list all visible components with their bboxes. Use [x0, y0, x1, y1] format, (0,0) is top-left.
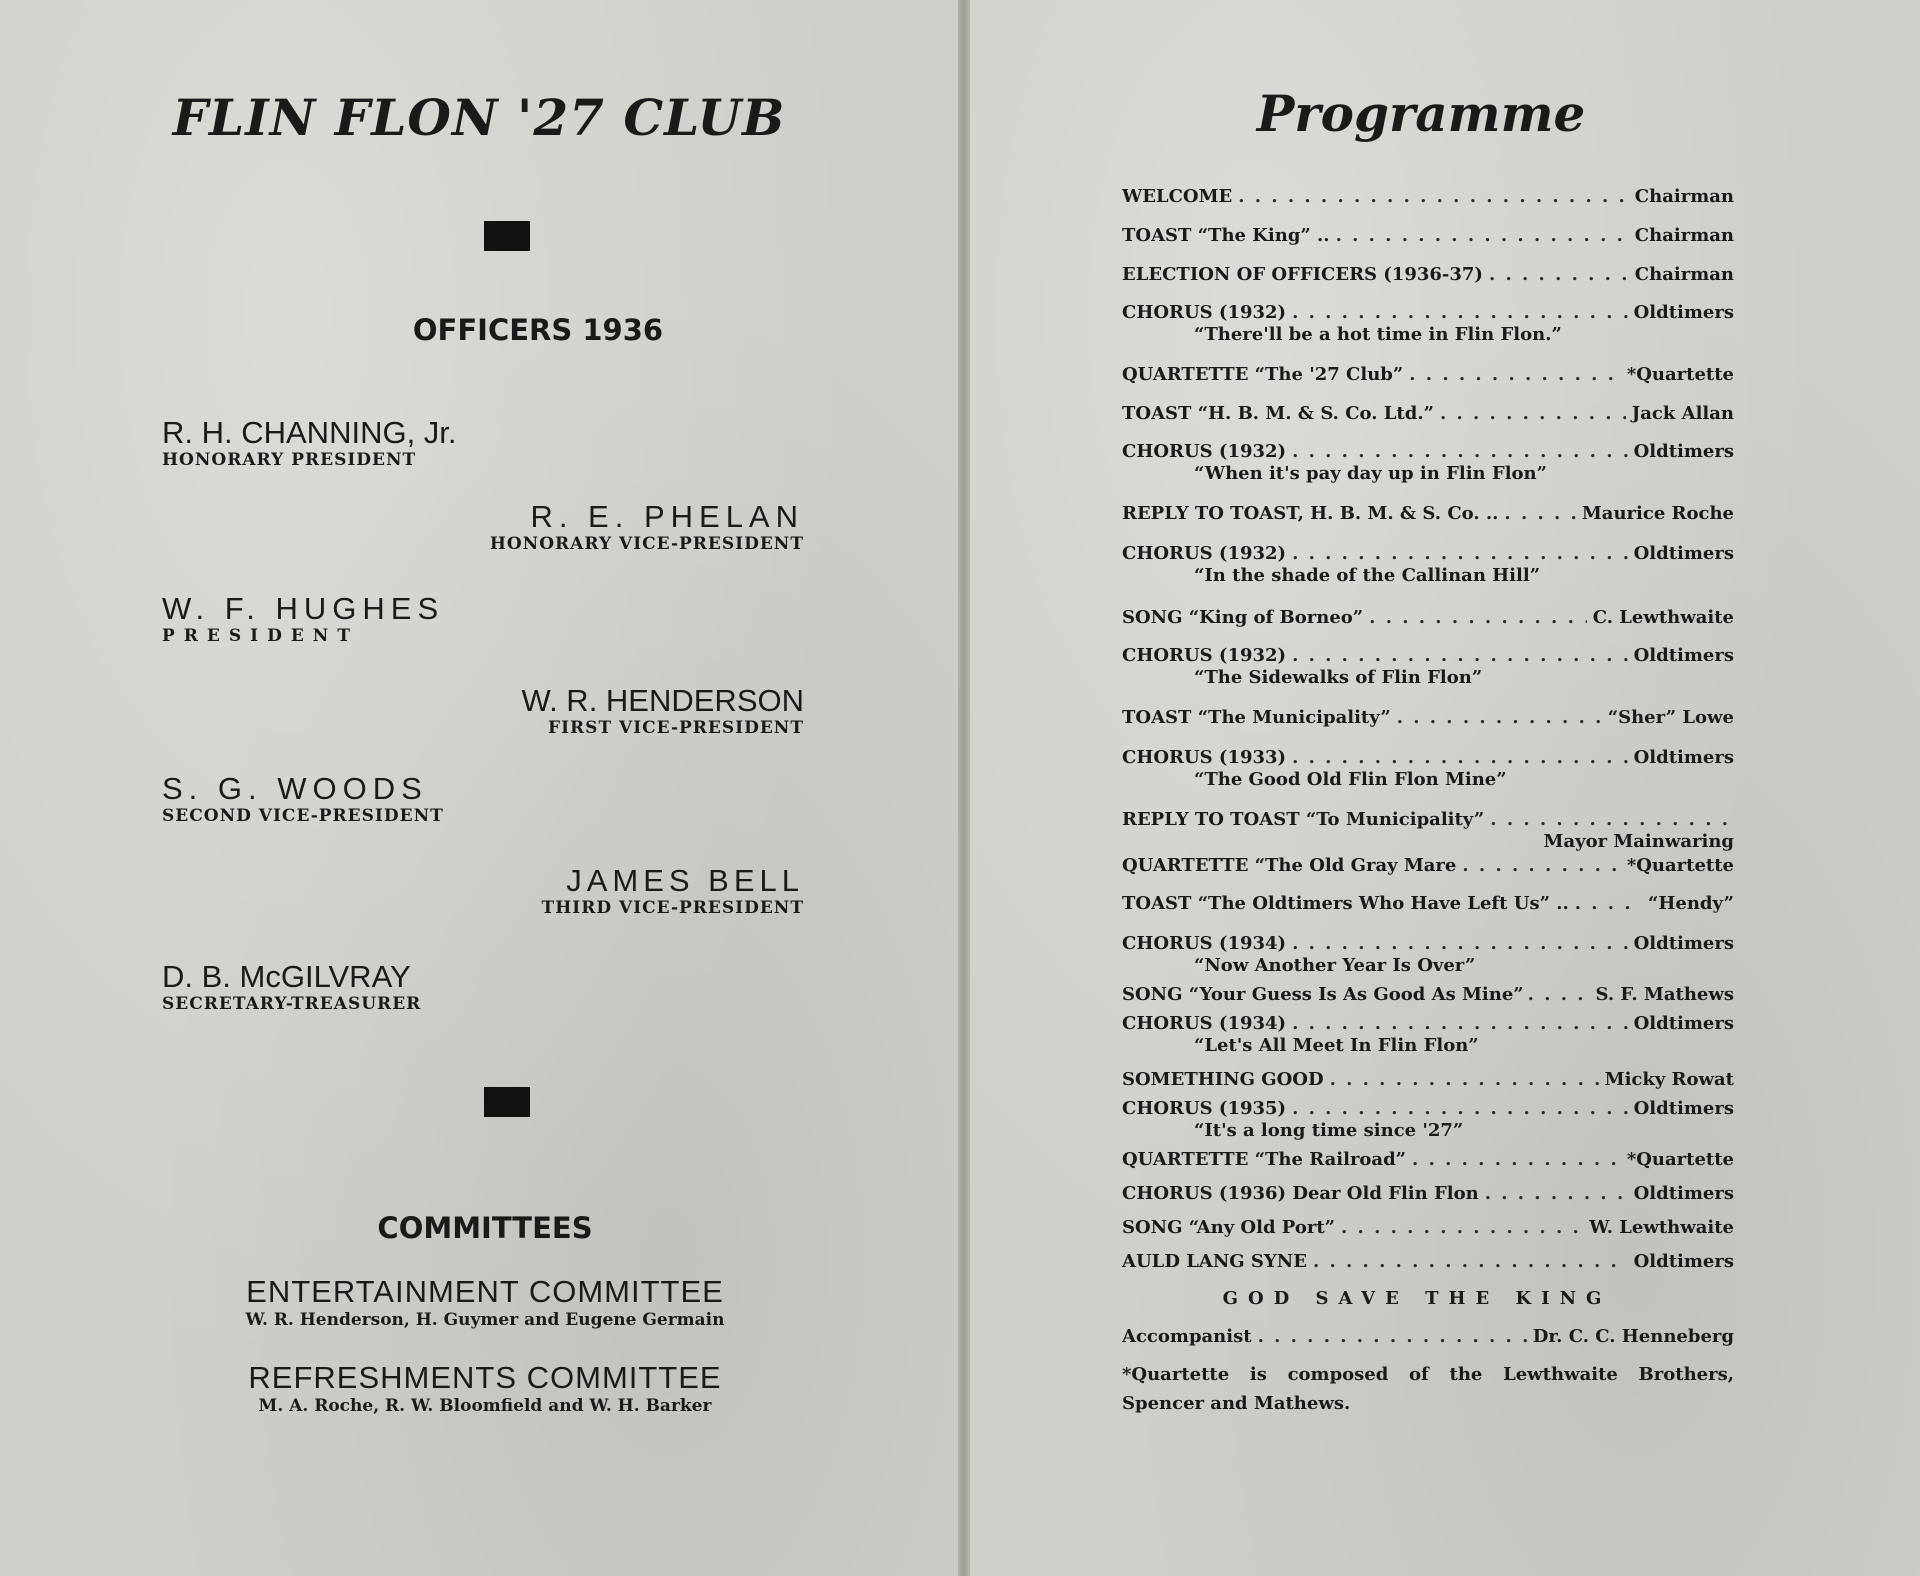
- officer-title: FIRST VICE-PRESIDENT: [548, 718, 804, 738]
- item-performer: Chairman: [1634, 225, 1734, 246]
- dot-leader: [1412, 1149, 1621, 1171]
- officer-name: R. E. PHELAN: [530, 499, 804, 534]
- left-page: [0, 0, 958, 1576]
- programme-item: [1122, 186, 1734, 208]
- dot-leader: [1489, 264, 1629, 286]
- item-performer: W. Lewthwaite: [1589, 1217, 1734, 1238]
- item-label: REPLY TO TOAST “To Municipality”: [1122, 809, 1485, 830]
- item-performer: Oldtimers: [1633, 1251, 1734, 1272]
- dot-leader: [1292, 645, 1628, 667]
- dot-leader: [1409, 364, 1621, 386]
- item-label: AULD LANG SYNE: [1122, 1251, 1307, 1272]
- item-label: ELECTION OF OFFICERS (1936-37): [1122, 264, 1483, 285]
- officer-second-vice-president: [162, 772, 444, 826]
- item-label: CHORUS (1932): [1122, 302, 1287, 323]
- officer-first-vice-president: [522, 684, 804, 738]
- dot-leader: [1440, 403, 1626, 425]
- item-performer: *Quartette: [1626, 364, 1734, 385]
- dot-leader: [1292, 441, 1628, 463]
- item-performer: Oldtimers: [1633, 543, 1734, 564]
- officer-title: SECRETARY-TREASURER: [162, 994, 422, 1014]
- officer-title: HONORARY PRESIDENT: [162, 450, 417, 470]
- item-performer: “Hendy”: [1648, 893, 1734, 914]
- item-label: CHORUS (1934): [1122, 933, 1287, 954]
- item-performer: C. Lewthwaite: [1592, 607, 1734, 628]
- accompanist-name: Dr. C. C. Henneberg: [1532, 1326, 1734, 1347]
- item-performer: S. F. Mathews: [1595, 984, 1734, 1005]
- item-performer: Oldtimers: [1633, 933, 1734, 954]
- item-song-title: “It's a long time since '27”: [1194, 1120, 1464, 1141]
- item-song-title: “Now Another Year Is Over”: [1194, 955, 1476, 976]
- item-label: CHORUS (1934): [1122, 1013, 1287, 1034]
- item-performer: *Quartette: [1626, 1149, 1734, 1170]
- programme-item: [1122, 809, 1734, 853]
- programme-item: [1122, 302, 1734, 346]
- item-label: TOAST “The Oldtimers Who Have Left Us” ..: [1122, 893, 1569, 914]
- officer-name: D. B. McGILVRAY: [162, 959, 411, 994]
- dot-leader: [1490, 809, 1728, 831]
- item-label: CHORUS (1932): [1122, 645, 1287, 666]
- dot-leader: [1292, 302, 1628, 324]
- dot-leader: [1462, 855, 1620, 877]
- item-label: CHORUS (1932): [1122, 441, 1287, 462]
- officer-honorary-vice-president: [490, 500, 804, 554]
- dot-leader: [1292, 1098, 1628, 1120]
- item-performer: Oldtimers: [1633, 747, 1734, 768]
- item-song-title: “There'll be a hot time in Flin Flon.”: [1194, 324, 1562, 345]
- item-label: WELCOME: [1122, 186, 1233, 207]
- programme-title: Programme: [1256, 84, 1586, 143]
- dot-leader: [1504, 503, 1575, 525]
- programme-item: [1122, 225, 1734, 247]
- entertainment-committee: [0, 1275, 970, 1331]
- item-label: QUARTETTE “The Old Gray Mare: [1122, 855, 1457, 876]
- item-performer: Chairman: [1634, 264, 1734, 285]
- refreshments-committee: [0, 1361, 970, 1417]
- officer-title: PRESIDENT: [162, 626, 359, 646]
- item-label: SONG “King of Borneo”: [1122, 607, 1364, 628]
- item-label: SOMETHING GOOD: [1122, 1069, 1324, 1090]
- dot-leader: [1336, 225, 1629, 247]
- item-performer: Oldtimers: [1633, 1098, 1734, 1119]
- dot-leader: [1292, 933, 1628, 955]
- item-song-title: “When it's pay day up in Flin Flon”: [1194, 463, 1547, 484]
- item-song-title: “Let's All Meet In Flin Flon”: [1194, 1035, 1479, 1056]
- item-performer: Chairman: [1634, 186, 1734, 207]
- item-label: CHORUS (1935): [1122, 1098, 1287, 1119]
- committee-name: ENTERTAINMENT COMMITTEE: [246, 1274, 724, 1309]
- item-performer: *Quartette: [1626, 855, 1734, 876]
- item-performer: Oldtimers: [1633, 1013, 1734, 1034]
- programme-item: [1122, 984, 1734, 1006]
- programme-item: [1122, 1013, 1734, 1057]
- decorative-bar-top: [484, 221, 530, 251]
- item-performer: Micky Rowat: [1604, 1069, 1734, 1090]
- programme-item: [1122, 403, 1734, 425]
- dot-leader: [1575, 893, 1642, 915]
- programme-item: [1122, 364, 1734, 386]
- dot-leader: [1292, 747, 1628, 769]
- programme-item: [1122, 747, 1734, 791]
- programme-item: [1122, 855, 1734, 877]
- item-performer: Maurice Roche: [1581, 503, 1734, 524]
- programme-item: [1122, 607, 1734, 629]
- officer-title: HONORARY VICE-PRESIDENT: [489, 534, 804, 554]
- officer-honorary-president: [162, 416, 457, 470]
- item-label: SONG “Your Guess Is As Good As Mine”: [1122, 984, 1524, 1005]
- programme-item: [1122, 1098, 1734, 1142]
- item-label: CHORUS (1932): [1122, 543, 1287, 564]
- dot-leader: [1369, 607, 1587, 629]
- item-label: CHORUS (1933): [1122, 747, 1287, 768]
- committee-members: W. R. Henderson, H. Guymer and Eugene Germain: [245, 1310, 725, 1330]
- item-song-title: “The Good Old Flin Flon Mine”: [1194, 769, 1507, 790]
- officer-name: R. H. CHANNING, Jr.: [162, 415, 457, 450]
- programme-item: [1122, 441, 1734, 485]
- item-performer: Oldtimers: [1633, 441, 1734, 462]
- dot-leader: [1238, 186, 1629, 208]
- item-label: SONG “Any Old Port”: [1122, 1217, 1336, 1238]
- page-fold: [958, 0, 970, 1576]
- item-label: TOAST “H. B. M. & S. Co. Ltd.”: [1122, 403, 1434, 424]
- decorative-bar-bottom: [484, 1087, 530, 1117]
- programme-item: [1122, 264, 1734, 286]
- dot-leader: [1397, 707, 1602, 729]
- item-label: TOAST “The Municipality”: [1122, 707, 1391, 728]
- officer-name: W. R. HENDERSON: [521, 683, 804, 718]
- dot-leader: [1313, 1251, 1628, 1273]
- officer-president: [162, 592, 444, 646]
- item-label: TOAST “The King” ..: [1122, 225, 1330, 246]
- accompanist-label: Accompanist: [1122, 1326, 1252, 1347]
- programme-item: [1122, 933, 1734, 977]
- programme-item: [1122, 1069, 1734, 1091]
- item-song-title: “In the shade of the Callinan Hill”: [1194, 565, 1541, 586]
- item-performer: “Sher” Lowe: [1607, 707, 1734, 728]
- accompanist-line: [1122, 1326, 1734, 1347]
- dot-leader: [1330, 1069, 1599, 1091]
- programme-item: [1122, 1149, 1734, 1171]
- officers-heading: OFFICERS 1936: [412, 313, 664, 347]
- committee-name: REFRESHMENTS COMMITTEE: [248, 1360, 722, 1395]
- item-performer: Oldtimers: [1633, 302, 1734, 323]
- officer-name: JAMES BELL: [566, 863, 804, 898]
- programme-item: [1122, 1251, 1734, 1273]
- dot-leader: [1292, 1013, 1628, 1035]
- programme-item: [1122, 503, 1734, 525]
- item-label: REPLY TO TOAST, H. B. M. & S. Co. ..: [1122, 503, 1499, 524]
- programme-item: [1122, 1183, 1734, 1205]
- officer-third-vice-president: [542, 864, 804, 918]
- item-performer: Oldtimers: [1633, 645, 1734, 666]
- officer-secretary-treasurer: [162, 960, 421, 1014]
- programme-item: [1122, 893, 1734, 915]
- dot-leader: [1258, 1326, 1527, 1347]
- reply-performer: Mayor Mainwaring: [1543, 831, 1734, 852]
- programme-item: [1122, 1217, 1734, 1239]
- officer-title: THIRD VICE-PRESIDENT: [541, 898, 804, 918]
- officer-name: S. G. WOODS: [162, 771, 428, 806]
- right-page: [970, 0, 1920, 1576]
- dot-leader: [1485, 1183, 1628, 1205]
- dot-leader: [1341, 1217, 1583, 1239]
- item-performer: Jack Allan: [1631, 403, 1734, 424]
- officer-name: W. F. HUGHES: [162, 591, 445, 626]
- item-song-title: “The Sidewalks of Flin Flon”: [1194, 667, 1483, 688]
- programme-item: [1122, 707, 1734, 729]
- programme-item: [1122, 543, 1734, 587]
- item-label: QUARTETTE “The '27 Club”: [1122, 364, 1404, 385]
- committees-heading: COMMITTEES: [377, 1211, 593, 1245]
- item-performer: Oldtimers: [1633, 1183, 1734, 1204]
- dot-leader: [1528, 984, 1592, 1006]
- officer-title: SECOND VICE-PRESIDENT: [162, 806, 444, 826]
- item-label: QUARTETTE “The Railroad”: [1122, 1149, 1407, 1170]
- closing-anthem: GOD SAVE THE KING: [1222, 1288, 1612, 1309]
- quartette-footnote: *Quartette is composed of the Lewthwaite Brothers, Spencer and Mathews.: [1122, 1364, 1734, 1414]
- dot-leader: [1292, 543, 1628, 565]
- programme-item: [1122, 645, 1734, 689]
- committee-members: M. A. Roche, R. W. Bloomfield and W. H. Barker: [258, 1396, 712, 1416]
- item-label: CHORUS (1936) Dear Old Flin Flon: [1122, 1183, 1479, 1204]
- club-title: FLIN FLON '27 CLUB: [172, 88, 786, 147]
